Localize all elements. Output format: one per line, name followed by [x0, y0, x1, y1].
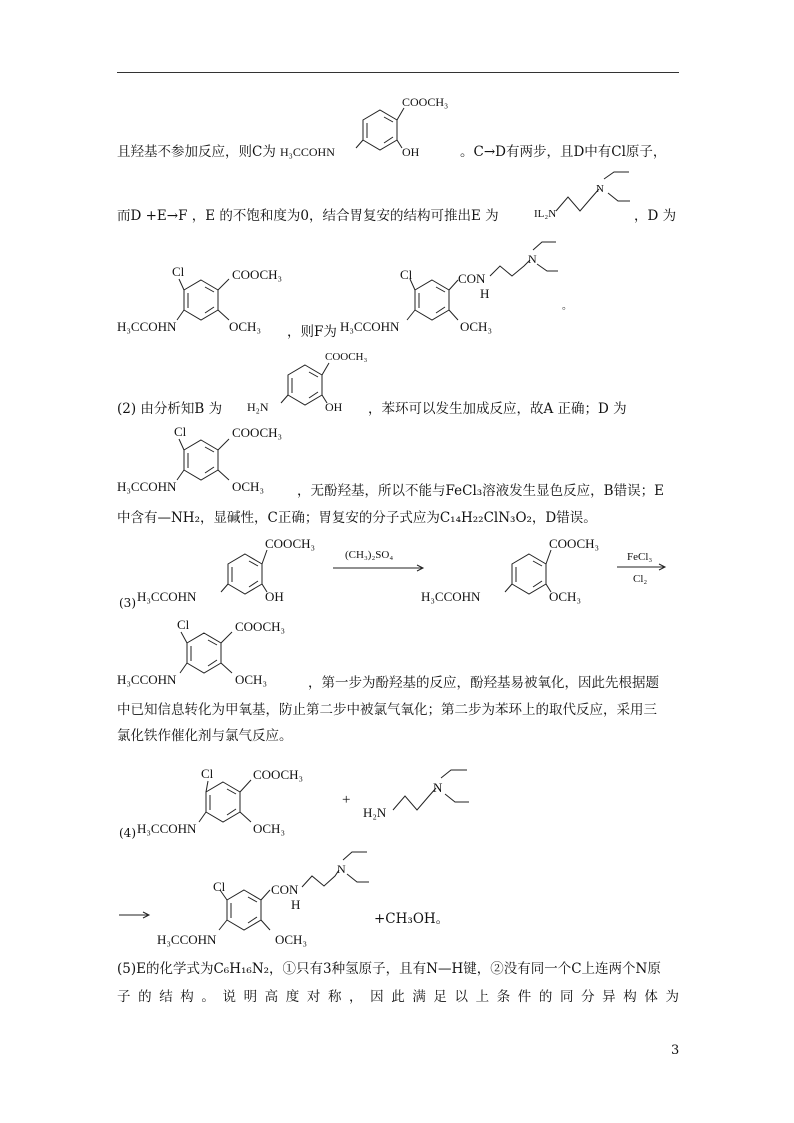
reaction-arrow-1	[333, 548, 428, 578]
line-14-char: 件	[517, 989, 532, 1005]
plus-sign-1	[340, 790, 360, 810]
acetamido-label: H₃CCOHN	[137, 589, 197, 604]
h2n-label: IL₂N	[534, 208, 557, 220]
line-14-char: 为	[665, 989, 679, 1005]
acetamido-label: H₃CCOHN	[117, 319, 177, 334]
header-rule	[117, 72, 679, 73]
och3-label: OCH₃	[460, 319, 492, 334]
reaction-arrow-2	[617, 550, 677, 590]
acetamido-label: H₃CCOHN	[117, 672, 177, 687]
text-line-1a: 且羟基不参加反应，则C为	[117, 144, 276, 160]
structure-compound-d-2	[117, 422, 297, 497]
line-14-char: 明	[243, 989, 258, 1005]
line-14-char: ，	[349, 989, 363, 1005]
oh-label: OH	[265, 589, 284, 604]
structure-compound-f	[340, 238, 560, 338]
oh-label: OH	[325, 400, 343, 414]
och3-label: OCH₃	[229, 319, 261, 334]
n-label: N	[596, 183, 604, 195]
text-line-9: 中已知信息转化为甲氧基，防止第二步中被氯气氧化；第二步为苯环上的取代反应，采用三	[117, 702, 657, 718]
page-number: 3	[671, 1043, 680, 1058]
och3-label: OCH₃	[235, 672, 267, 687]
oh-label: OH	[402, 145, 420, 159]
n-label: N	[528, 252, 537, 266]
structure-compound-methoxy	[421, 532, 621, 612]
line-14-char: 此	[391, 989, 405, 1005]
line-14-char: 上	[475, 989, 490, 1005]
reagent-cl2: Cl₂	[633, 573, 648, 585]
acetamido-label: H₃CCOHN	[280, 145, 335, 159]
cl-label: Cl	[172, 264, 185, 279]
text-line-3a: ，则F为	[287, 324, 337, 340]
text-line-3-dot: 。	[562, 301, 572, 312]
line-14-char: 构	[180, 989, 194, 1005]
text-line-2a: 而D +E→F ，E 的不饱和度为0，结合胃复安的结构可推出E 为	[117, 208, 499, 224]
reagent-dimethyl-sulfate: (CH₃)₂SO₄	[345, 549, 394, 561]
line-14-char: 同	[559, 989, 574, 1005]
n-label: N	[337, 862, 346, 876]
cl-label: Cl	[174, 424, 187, 439]
line-14-char: 构	[623, 989, 637, 1005]
reagent-fecl3: FeCl₃	[627, 551, 653, 563]
cooch3-label: COOCH₃	[253, 767, 304, 782]
con-label: CON	[458, 271, 486, 286]
acetamido-label: H₃CCOHN	[340, 319, 400, 334]
line-14-char: 度	[285, 989, 300, 1005]
line-14-char: 足	[433, 989, 447, 1005]
text-line-4b: ，苯环可以发生加成反应，故A 正确；D 为	[368, 401, 627, 417]
line-14-char: 的	[138, 989, 152, 1005]
h-label: H	[291, 897, 301, 912]
line-14-char: 分	[581, 989, 595, 1005]
text-line-6: 中含有—NH₂，显碱性，C正确；胃复安的分子式应为C₁₄H₂₂ClN₃O₂，D错误。	[117, 510, 597, 526]
text-line-1b: 。C→D有两步，且D中有Cl原子，	[460, 144, 667, 160]
line-14-char: 的	[538, 989, 553, 1005]
cooch3-label: COOCH₃	[265, 536, 316, 551]
text-line-8a: ，第一步为酚羟基的反应，酚羟基易被氧化，因此先根据题	[308, 675, 659, 691]
line-14-char: 高	[264, 989, 279, 1005]
text-line-2b: ，D 为	[634, 208, 677, 224]
structure-compound-e	[534, 165, 634, 225]
text-line-7-label: (3)	[119, 596, 136, 610]
text-line-5a: ，无酚羟基，所以不能与FeCl₃溶液发生显色反应，B错误；E	[297, 483, 664, 499]
structure-compound-d	[117, 262, 297, 337]
h-label: H	[480, 286, 490, 301]
och3-label: OCH₃	[549, 589, 581, 604]
text-line-11-label: (4)	[119, 826, 136, 840]
n-label: N	[433, 780, 443, 795]
acetamido-label: H₃CCOHN	[157, 932, 217, 947]
line-14-char: 对	[306, 989, 321, 1005]
acetamido-label: H₃CCOHN	[421, 589, 481, 604]
con-label: CON	[271, 882, 299, 897]
och3-label: OCH₃	[253, 821, 285, 836]
och3-label: OCH₃	[232, 479, 264, 494]
och3-label: OCH₃	[275, 932, 307, 947]
text-line-12b: +CH₃OH。	[374, 911, 450, 927]
line-14-char: 。	[201, 989, 215, 1005]
line-14-char: 条	[496, 989, 511, 1005]
text-line-13: (5)E的化学式为C₆H₁₆N₂，①只有3种氢原子，且有N—H键，②没有同一个C上连两个N原	[117, 961, 661, 977]
cl-label: Cl	[201, 766, 214, 781]
acetamido-label: H₃CCOHN	[137, 821, 197, 836]
structure-compound-c	[280, 90, 470, 165]
line-14-char: 以	[454, 989, 468, 1005]
cooch3-label: COOCH₃	[402, 95, 449, 109]
cooch3-label: COOCH₃	[235, 619, 286, 634]
plus-label: +	[342, 792, 351, 808]
cooch3-label: COOCH₃	[232, 267, 283, 282]
line-14-char: 称	[327, 989, 342, 1005]
line-14-char: 结	[159, 989, 173, 1005]
cl-label: Cl	[400, 267, 413, 282]
cooch3-label: COOCH₃	[325, 351, 368, 363]
h2n-label: H₂N	[363, 805, 387, 820]
line-14-char: 异	[602, 989, 616, 1005]
line-14-char: 说	[222, 989, 236, 1005]
structure-compound-d-3	[117, 615, 307, 690]
structure-compound-f-2	[157, 848, 377, 948]
line-14-char: 子	[117, 989, 131, 1005]
text-line-10: 氯化铁作催化剂与氯气反应。	[117, 728, 293, 744]
line-14-char: 体	[644, 989, 658, 1005]
h2n-label: H₂N	[247, 400, 269, 414]
cooch3-label: COOCH₃	[549, 536, 600, 551]
cl-label: Cl	[177, 617, 190, 632]
cooch3-label: COOCH₃	[232, 425, 283, 440]
cl-label: Cl	[213, 879, 226, 894]
line-14-char: 满	[412, 989, 426, 1005]
text-line-14	[117, 988, 679, 1006]
acetamido-label: H₃CCOHN	[117, 479, 177, 494]
structure-compound-d-4	[137, 762, 337, 840]
text-line-4a: (2) 由分析知B 为	[117, 401, 223, 417]
reaction-arrow-3	[119, 905, 154, 925]
line-14-char: 因	[370, 989, 384, 1005]
structure-compound-e-2	[363, 762, 478, 837]
structure-compound-c-2	[137, 532, 337, 612]
structure-compound-b	[245, 345, 375, 417]
